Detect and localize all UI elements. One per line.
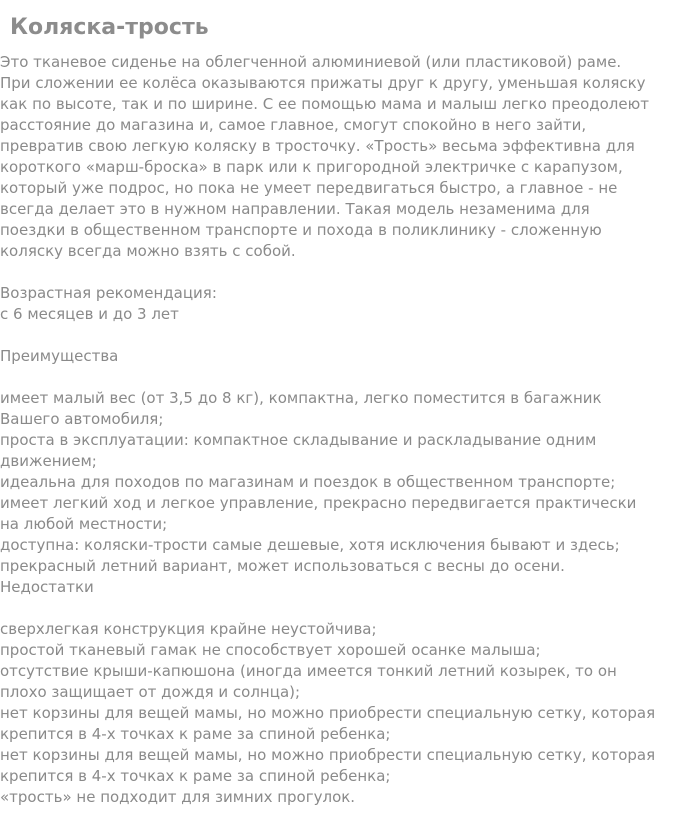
intro-paragraph — [0, 52, 695, 262]
disadvantages-heading: Недостатки — [0, 578, 94, 596]
intro-line: Это тканевое сиденье на облегченной алюминиевой (или пластиковой) раме. — [0, 53, 622, 71]
intro-line: всегда делает это в нужном направлении. Такая модель незаменима для — [0, 200, 590, 218]
intro-line: короткого «марш-броска» в парк или к пригородной электричке с карапузом, — [0, 158, 623, 176]
list-item: прекрасный летний вариант, может использоваться с весны до осени. — [0, 557, 565, 575]
article-body — [0, 52, 695, 808]
age-recommendation — [0, 283, 695, 325]
spacer — [0, 262, 695, 283]
list-item: на любой местности; — [0, 515, 168, 533]
intro-line: поездки в общественном транспорте и похода в поликлинику - сложенную — [0, 221, 602, 239]
advantages-section — [0, 346, 695, 577]
intro-line: как по высоте, так и по ширине. С ее помощью мама и малыш легко преодолеют — [0, 95, 649, 113]
list-item: нет корзины для вещей мамы, но можно приобрести специальную сетку, которая — [0, 704, 656, 722]
list-item: имеет малый вес (от 3,5 до 8 кг), компактна, легко поместится в багажник — [0, 389, 602, 407]
list-item: Вашего автомобиля; — [0, 410, 164, 428]
list-item: движением; — [0, 452, 97, 470]
list-item: крепится в 4-х точках к раме за спиной ребенка; — [0, 725, 391, 743]
intro-line: коляску всегда можно взять с собой. — [0, 242, 296, 260]
list-item: проста в эксплуатации: компактное складывание и раскладывание одним — [0, 431, 597, 449]
list-item: сверхлегкая конструкция крайне неустойчива; — [0, 620, 377, 638]
age-label: Возрастная рекомендация: — [0, 284, 217, 302]
intro-line: При сложении ее колёса оказываются прижаты друг к другу, уменьшая коляску — [0, 74, 646, 92]
list-item: простой тканевый гамак не способствует хорошей осанке малыша; — [0, 641, 541, 659]
spacer — [0, 367, 695, 388]
list-item: «трость» не подходит для зимних прогулок. — [0, 788, 356, 806]
age-value: с 6 месяцев и до 3 лет — [0, 305, 179, 323]
list-item: крепится в 4-х точках к раме за спиной ребенка; — [0, 767, 391, 785]
spacer — [0, 325, 695, 346]
list-item: отсутствие крыши-капюшона (иногда имеется тонкий летний козырек, то он — [0, 662, 617, 680]
list-item: идеальна для походов по магазинам и поездок в общественном транспорте; — [0, 473, 616, 491]
intro-line: превратив свою легкую коляску в тросточку. «Трость» весьма эффективна для — [0, 137, 635, 155]
intro-line: расстояние до магазина и, самое главное, смогут спокойно в него зайти, — [0, 116, 587, 134]
intro-line: который уже подрос, но пока не умеет передвигаться быстро, а главное - не — [0, 179, 618, 197]
disadvantages-section — [0, 577, 695, 808]
spacer — [0, 598, 695, 619]
list-item: имеет легкий ход и легкое управление, прекрасно передвигается практически — [0, 494, 637, 512]
list-item: плохо защищает от дождя и солнца); — [0, 683, 301, 701]
page-title: Коляска-трость — [10, 15, 209, 40]
advantages-heading: Преимущества — [0, 347, 119, 365]
list-item: нет корзины для вещей мамы, но можно приобрести специальную сетку, которая — [0, 746, 656, 764]
list-item: доступна: коляски-трости самые дешевые, хотя исключения бывают и здесь; — [0, 536, 620, 554]
